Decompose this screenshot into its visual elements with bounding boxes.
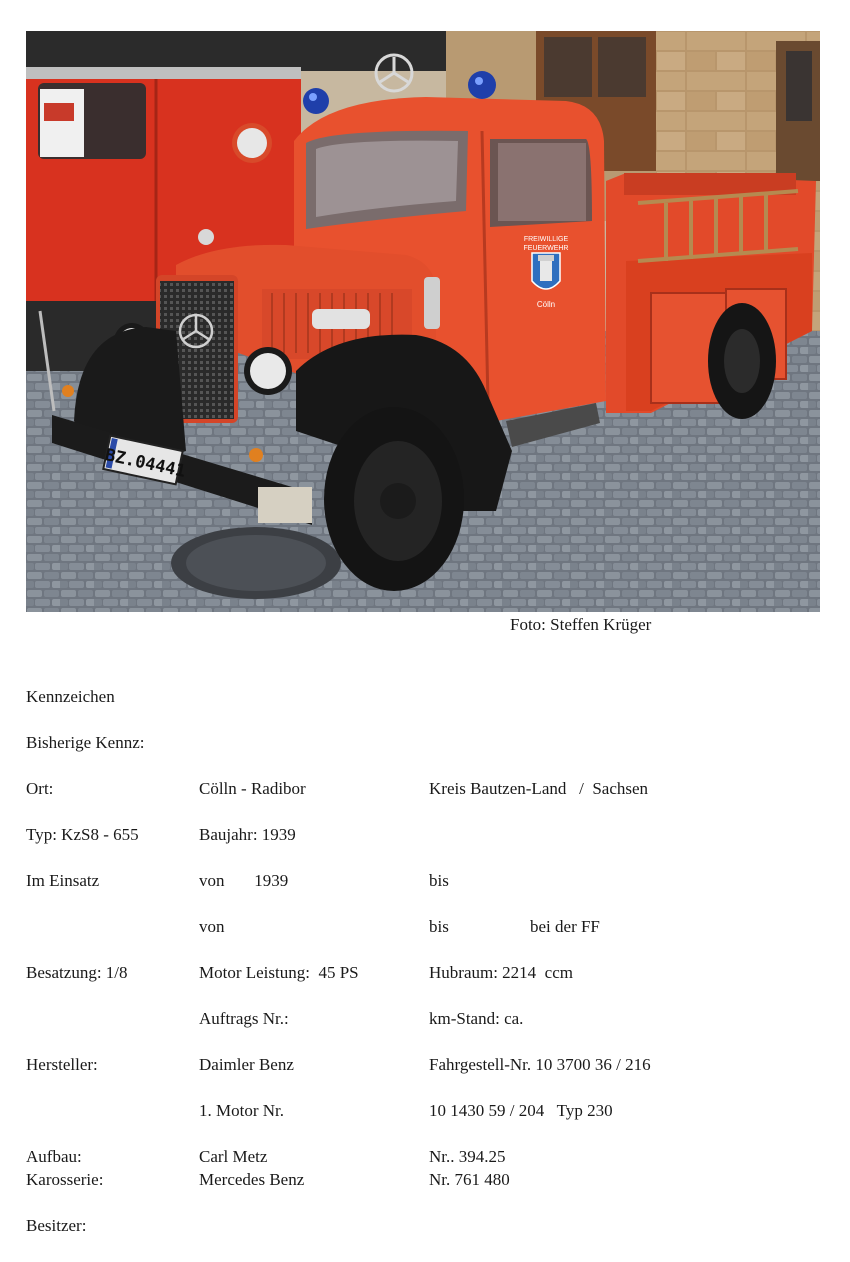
einsatz-von-2: von: [199, 917, 225, 936]
baujahr-value: Baujahr: 1939: [199, 825, 296, 844]
auftrags-nr-label: Auftrags Nr.:: [199, 1009, 289, 1028]
photo-credit: Foto: Steffen Krüger: [510, 615, 652, 634]
bei-der-ff: bei der FF: [530, 917, 600, 936]
ort-label: Ort:: [26, 779, 54, 798]
license-plate: BZ.04441: [103, 445, 188, 482]
aufbau-label: Aufbau:: [26, 1147, 82, 1166]
typ-value: Typ: KzS8 - 655: [26, 825, 139, 844]
km-stand-label: km-Stand: ca.: [429, 1009, 524, 1028]
motor-leistung-value: Motor Leistung: 45 PS: [199, 963, 359, 982]
einsatz-von-1: von 1939: [199, 871, 289, 890]
kreis-value: Kreis Bautzen-Land / Sachsen: [429, 779, 649, 798]
fahrgestell-nr-value: Fahrgestell-Nr. 10 3700 36 / 216: [429, 1055, 651, 1074]
emblem-line-3: Cölln: [536, 300, 556, 309]
aufbau-nr-value: Nr.. 394.25: [429, 1147, 506, 1166]
einsatz-bis-2: bis: [429, 917, 449, 936]
hersteller-label: Hersteller:: [26, 1055, 98, 1074]
karosserie-nr-value: Nr. 761 480: [429, 1170, 510, 1189]
kennzeichen-label: Kennzeichen: [26, 687, 115, 706]
bisherige-kennz-label: Bisherige Kennz:: [26, 733, 145, 752]
aufbau-value: Carl Metz: [199, 1147, 268, 1166]
besitzer-label: Besitzer:: [26, 1216, 87, 1235]
emblem-line-1: FREIWILLIGE: [523, 236, 569, 243]
emblem-line-2: FEUERWEHR: [523, 245, 569, 252]
motor-nr-label: 1. Motor Nr.: [199, 1101, 284, 1120]
einsatz-bis-1: bis: [429, 871, 449, 890]
hubraum-value: Hubraum: 2214 ccm: [429, 963, 573, 982]
ort-value: Cölln - Radibor: [199, 779, 306, 798]
besatzung-value: Besatzung: 1/8: [26, 963, 128, 982]
fire-truck-photo: [26, 31, 820, 612]
hersteller-value: Daimler Benz: [199, 1055, 294, 1074]
einsatz-label: Im Einsatz: [26, 871, 100, 890]
karosserie-value: Mercedes Benz: [199, 1170, 305, 1189]
karosserie-label: Karosserie:: [26, 1170, 104, 1189]
motor-nr-value: 10 1430 59 / 204 Typ 230: [429, 1101, 613, 1120]
